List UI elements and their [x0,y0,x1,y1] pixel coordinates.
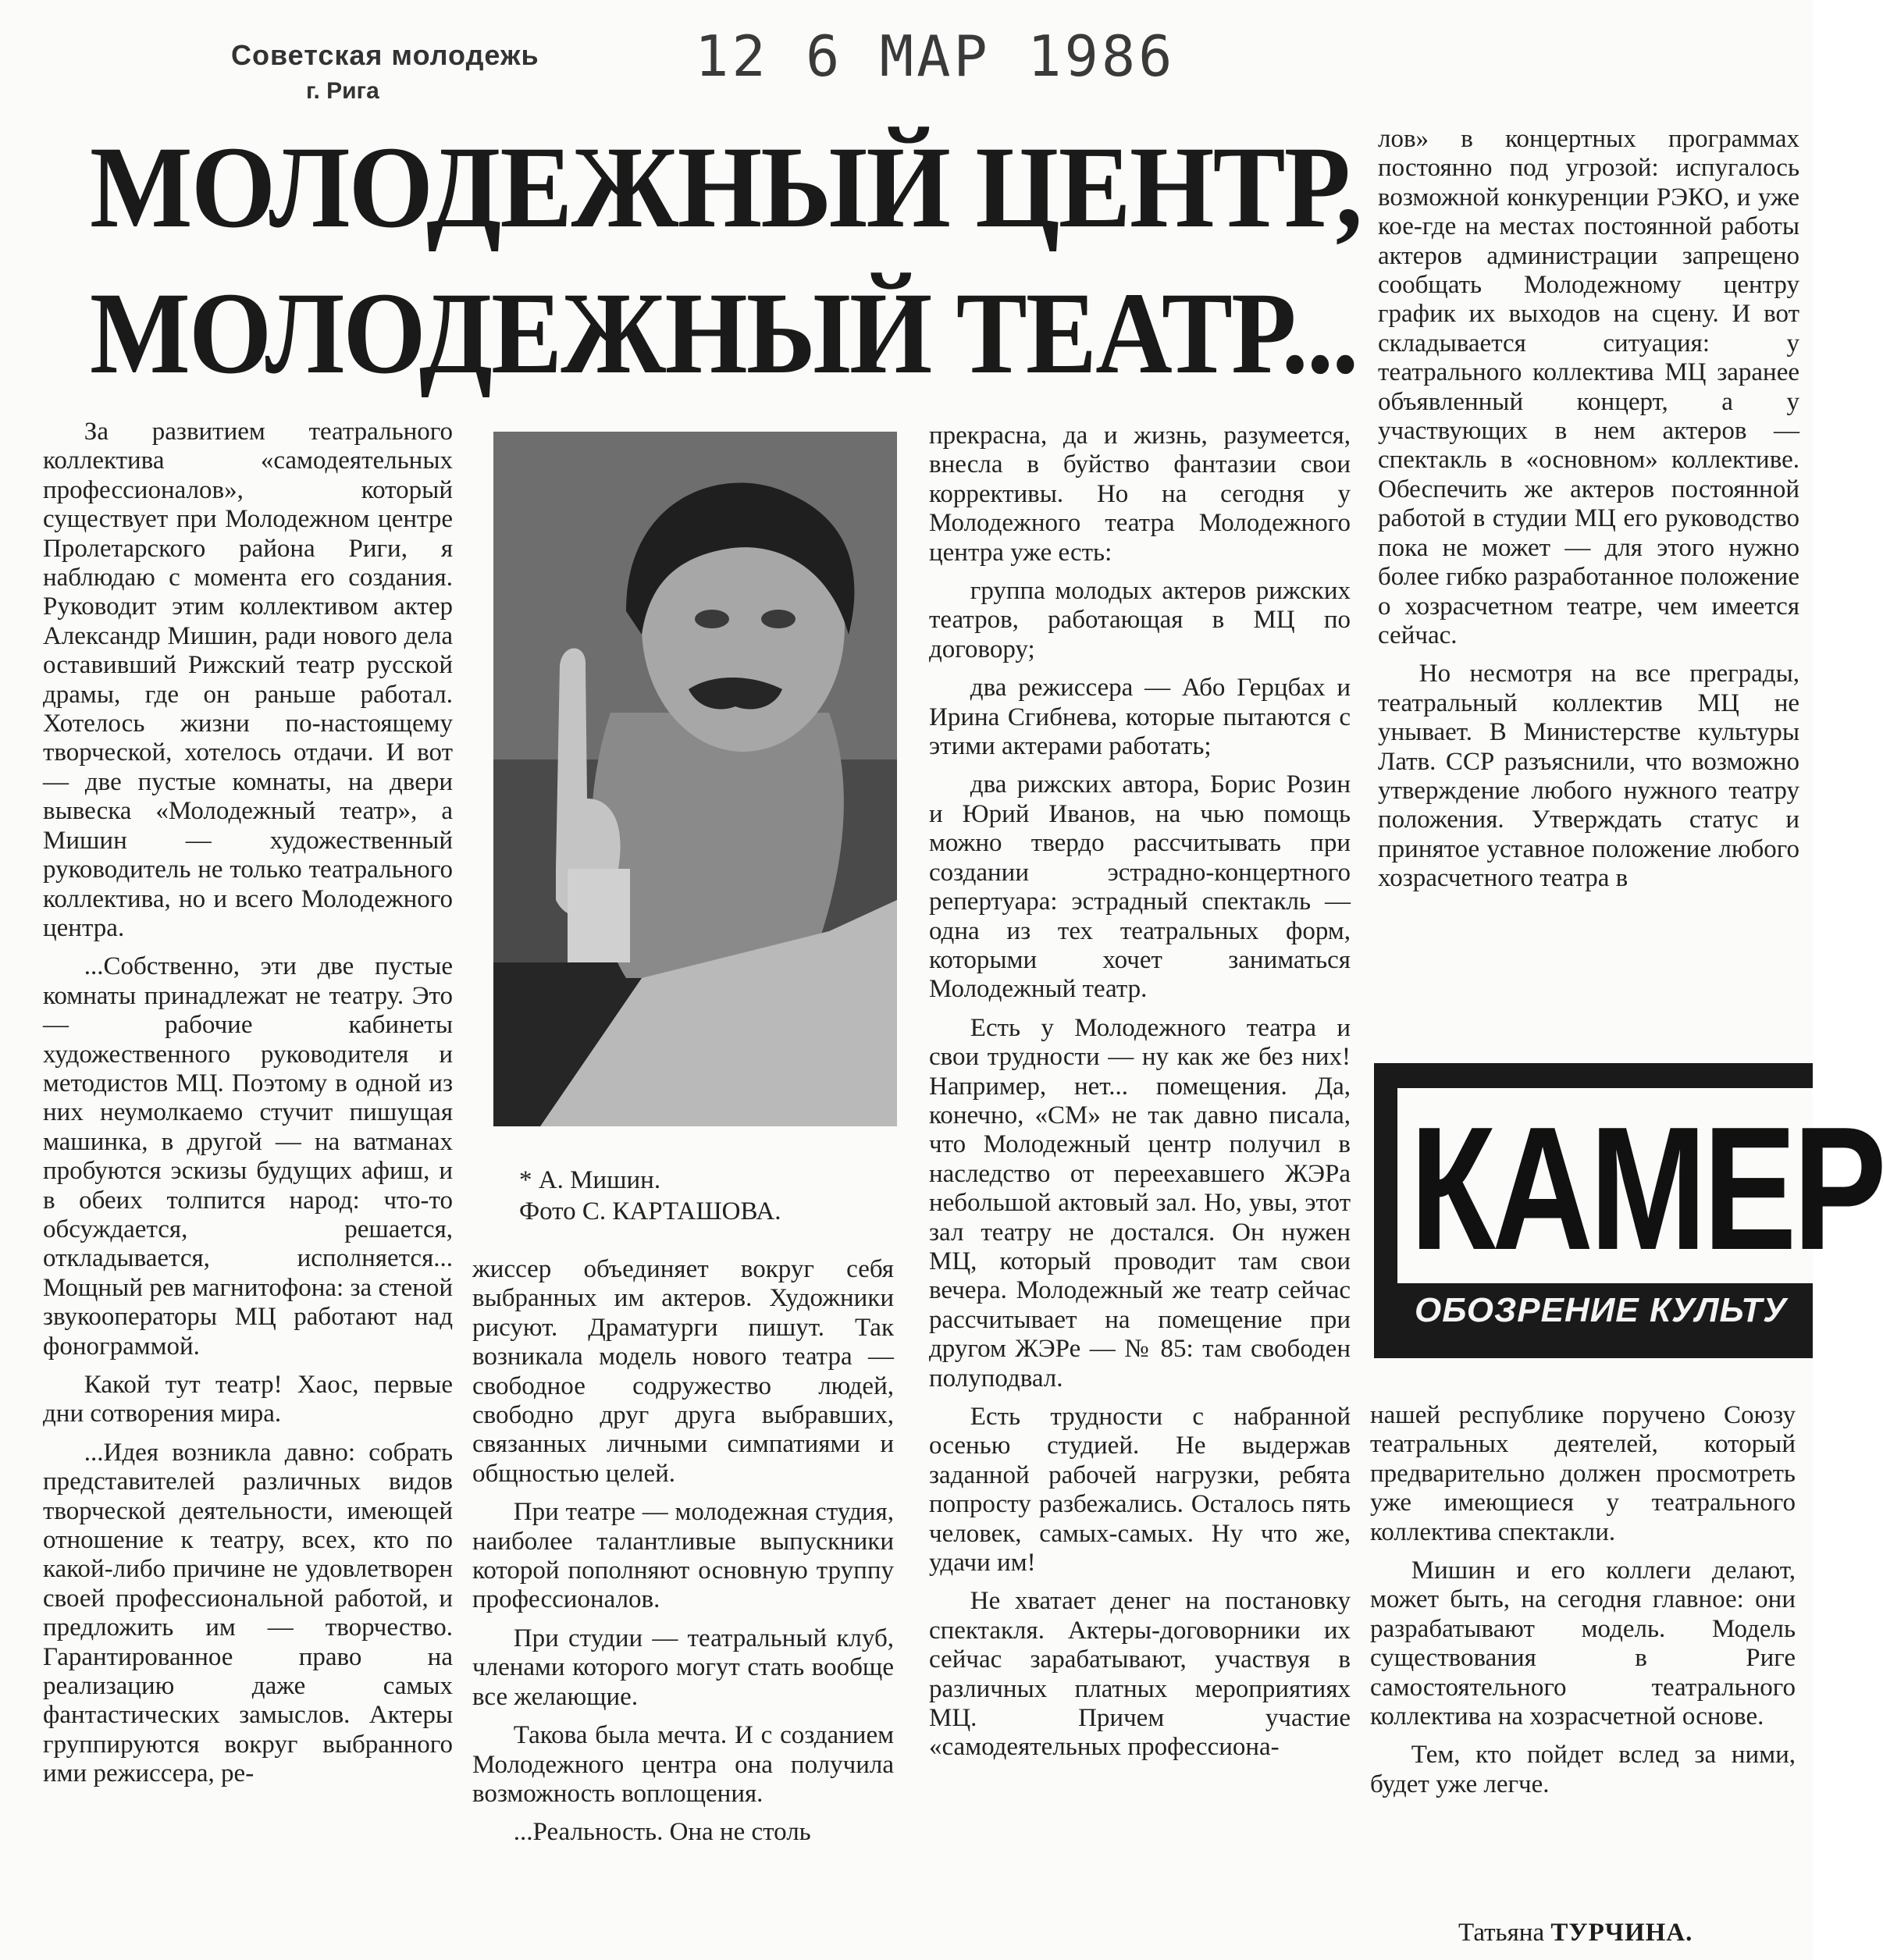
paragraph: Какой тут театр! Хаос, первые дни сотворения мира. [43,1371,453,1428]
author-signature [1458,1919,1693,1948]
paragraph: Есть у Молодежного театра и свои трудности — ну как же без них! Например, нет... помещения. Да, конечно, «СМ» не так давно писала, что Молодежный центр получил в наследство от переехавшего ЖЭРа небольшой актовый зал. Но, увы, этот зал театру не достался. Он нужен МЦ, который проводит там свои вечера. Молодежный же театр сейчас рассчитывает на помещение при другом ЖЭРе — № 85: там свободен полуподвал. [929,1013,1351,1393]
caption-credit: Фото С. КАРТАШОВА. [519,1197,781,1225]
paragraph: ...Реальность. Она не столь [513,1818,811,1847]
paragraph: Но несмотря на все преграды, театральный коллектив МЦ не унывает. В Министерстве культуры Латв. ССР разъяснили, что возможно утверждение любого нужного театру положения. Утверждать статус и принятое уставное положение любого хозрасчетного театра в [1378,660,1799,893]
article-column-1 [43,418,453,1798]
headline-line-2: МОЛОДЕЖНЫЙ ТЕАТР... [90,269,1358,398]
article-column-4-continued [1370,1401,1796,1809]
paragraph: Такова была мечта. И с созданием Молодежного центра она получила возможность воплощения. [472,1721,894,1808]
rubric-subtitle: ОБОЗРЕНИЕ КУЛЬТУ [1415,1291,1787,1329]
paragraph: жиссер объединяет вокруг себя выбранных им актеров. Художники рисуют. Драматурги пишут. Так возникала модель нового театра — свободное содружество людей, свободно друг друга выбравших, связанных личными симпатиями и общностью целей. [472,1255,894,1488]
headline-line-1: МОЛОДЕЖНЫЙ ЦЕНТР, [90,123,1362,252]
caption-name: * А. Мишин. [519,1166,661,1194]
paragraph: ...Идея возникла давно: собрать представителей различных видов творческой деятельности, имеющей отношение к театру, всех, кто по какой-либо причине не удовлетворен своей профессиональной работой, и предложить им — творчество. Гарантированное право на реализацию даже самых фантастических замыслов. Актеры группируются вокруг выбранного ими режиссера, ре- [43,1438,453,1788]
paragraph: При театре — молодежная студия, наиболее талантливые выпускники которой пополняют основную труппу профессионалов. [472,1498,894,1614]
paragraph: Мишин и его коллеги делают, может быть, на сегодня главное: они разрабатывают модель. Модель существования в Риге самостоятельного театрального коллектива на хозрасчетной основе. [1370,1556,1796,1731]
author-last-name: ТУРЧИНА. [1550,1919,1693,1947]
paragraph: ...Собственно, эти две пустые комнаты принадлежат не театру. Это — рабочие кабинеты художественного руководителя и методистов МЦ. Поэтому в одной из них неумолкаемо стучит пишущая машинка, в другой — на ватманах пробуются эскизы будущих афиш, и в обеих толпится народ: что-то обсуждается, решается, откладывается, исполняется... Мощный рев магнитофона: за стеной звукооператоры МЦ работают над фонограммой. [43,952,453,1361]
article-column-4 [1378,125,1799,903]
paragraph: прекрасна, да и жизнь, разумеется, внесла в буйство фантазии свои коррективы. Но на сегодня у Молодежного театра Молодежного центра уже есть: [929,422,1351,567]
newspaper-city: г. Рига [306,78,379,104]
article-column-3 [929,422,1351,1772]
portrait-photo-image [493,432,897,1126]
rubric-logo [1374,1063,1883,1358]
author-first-name: Татьяна [1458,1919,1545,1947]
paragraph: Не хватает денег на постановку спектакля. Актеры-договорники их сейчас зарабатывают, участвуя в различных платных мероприятиях МЦ. Причем участие «самодеятельных профессиона- [929,1587,1351,1762]
newspaper-masthead: Советская молодежь [231,39,539,71]
date-stamp: 12 6 МАР 1986 [695,23,1176,89]
portrait-photo [493,432,897,1126]
paragraph: нашей республике поручено Союзу театральных деятелей, который предварительно должен просмотреть уже имеющиеся у театрального коллектива спектакли. [1370,1401,1796,1546]
paragraph: За развитием театрального коллектива «самодеятельных профессионалов», который существует при Молодежном центре Пролетарского района Риги, я наблюдаю с момента его создания. Руководит этим коллективом актер Александр Мишин, ради нового дела оставивший Рижский театр русской драмы, где он раньше работал. Хотелось жизни по-настоящему творческой, хотелось отдачи. И вот — две пустые комнаты, на двери вывеска «Молодежный театр», а Мишин — художественный руководитель не только театрального коллектива, но и всего Молодежного центра. [43,418,453,942]
paragraph: Тем, кто пойдет вслед за ними, будет уже легче. [1370,1741,1796,1798]
paragraph: два режиссера — Або Герцбах и Ирина Сгибнева, которые пытаются с этими актерами работать; [929,674,1351,761]
paragraph: два рижских автора, Борис Розин и Юрий Иванов, на чью помощь можно твердо рассчитывать при создании эстрадно-концертного репертуара: эстрадный спектакль — одна из тех театральных форм, которыми хочет заниматься Молодежный театр. [929,770,1351,1004]
paragraph: При студии — театральный клуб, членами которого могут стать вообще все желающие. [472,1624,894,1711]
photo-caption [519,1165,894,1227]
article-column-2 [472,1255,894,1857]
paragraph: Есть трудности с набранной осенью студией. Не выдержав заданной рабочей нагрузки, ребята попросту разбежались. Осталось пять человек, самых-самых. Ну что же, удачи им! [929,1403,1351,1578]
paragraph: лов» в концертных программах постоянно под угрозой: испугалось возможной конкуренции РЭКО, и уже кое-где на местах постоянной работы актеров администрации запрещено сообщать Молодежному центру график их выходов на сцену. И вот складывается ситуация: у театрального коллектива МЦ заранее объявленный концерт, а у участвующих в нем актеров — спектакль в «основном» коллективе. Обеспечить же актеров постоянной работой в студии МЦ его руководство пока не может — для этого нужно более гибко разработанное положение о хозрасчетном театре, чем имеется сейчас. [1378,125,1799,649]
rubric-title: КАМЕР [1410,1090,1883,1286]
paragraph: группа молодых актеров рижских театров, работающая в МЦ по договору; [929,577,1351,663]
